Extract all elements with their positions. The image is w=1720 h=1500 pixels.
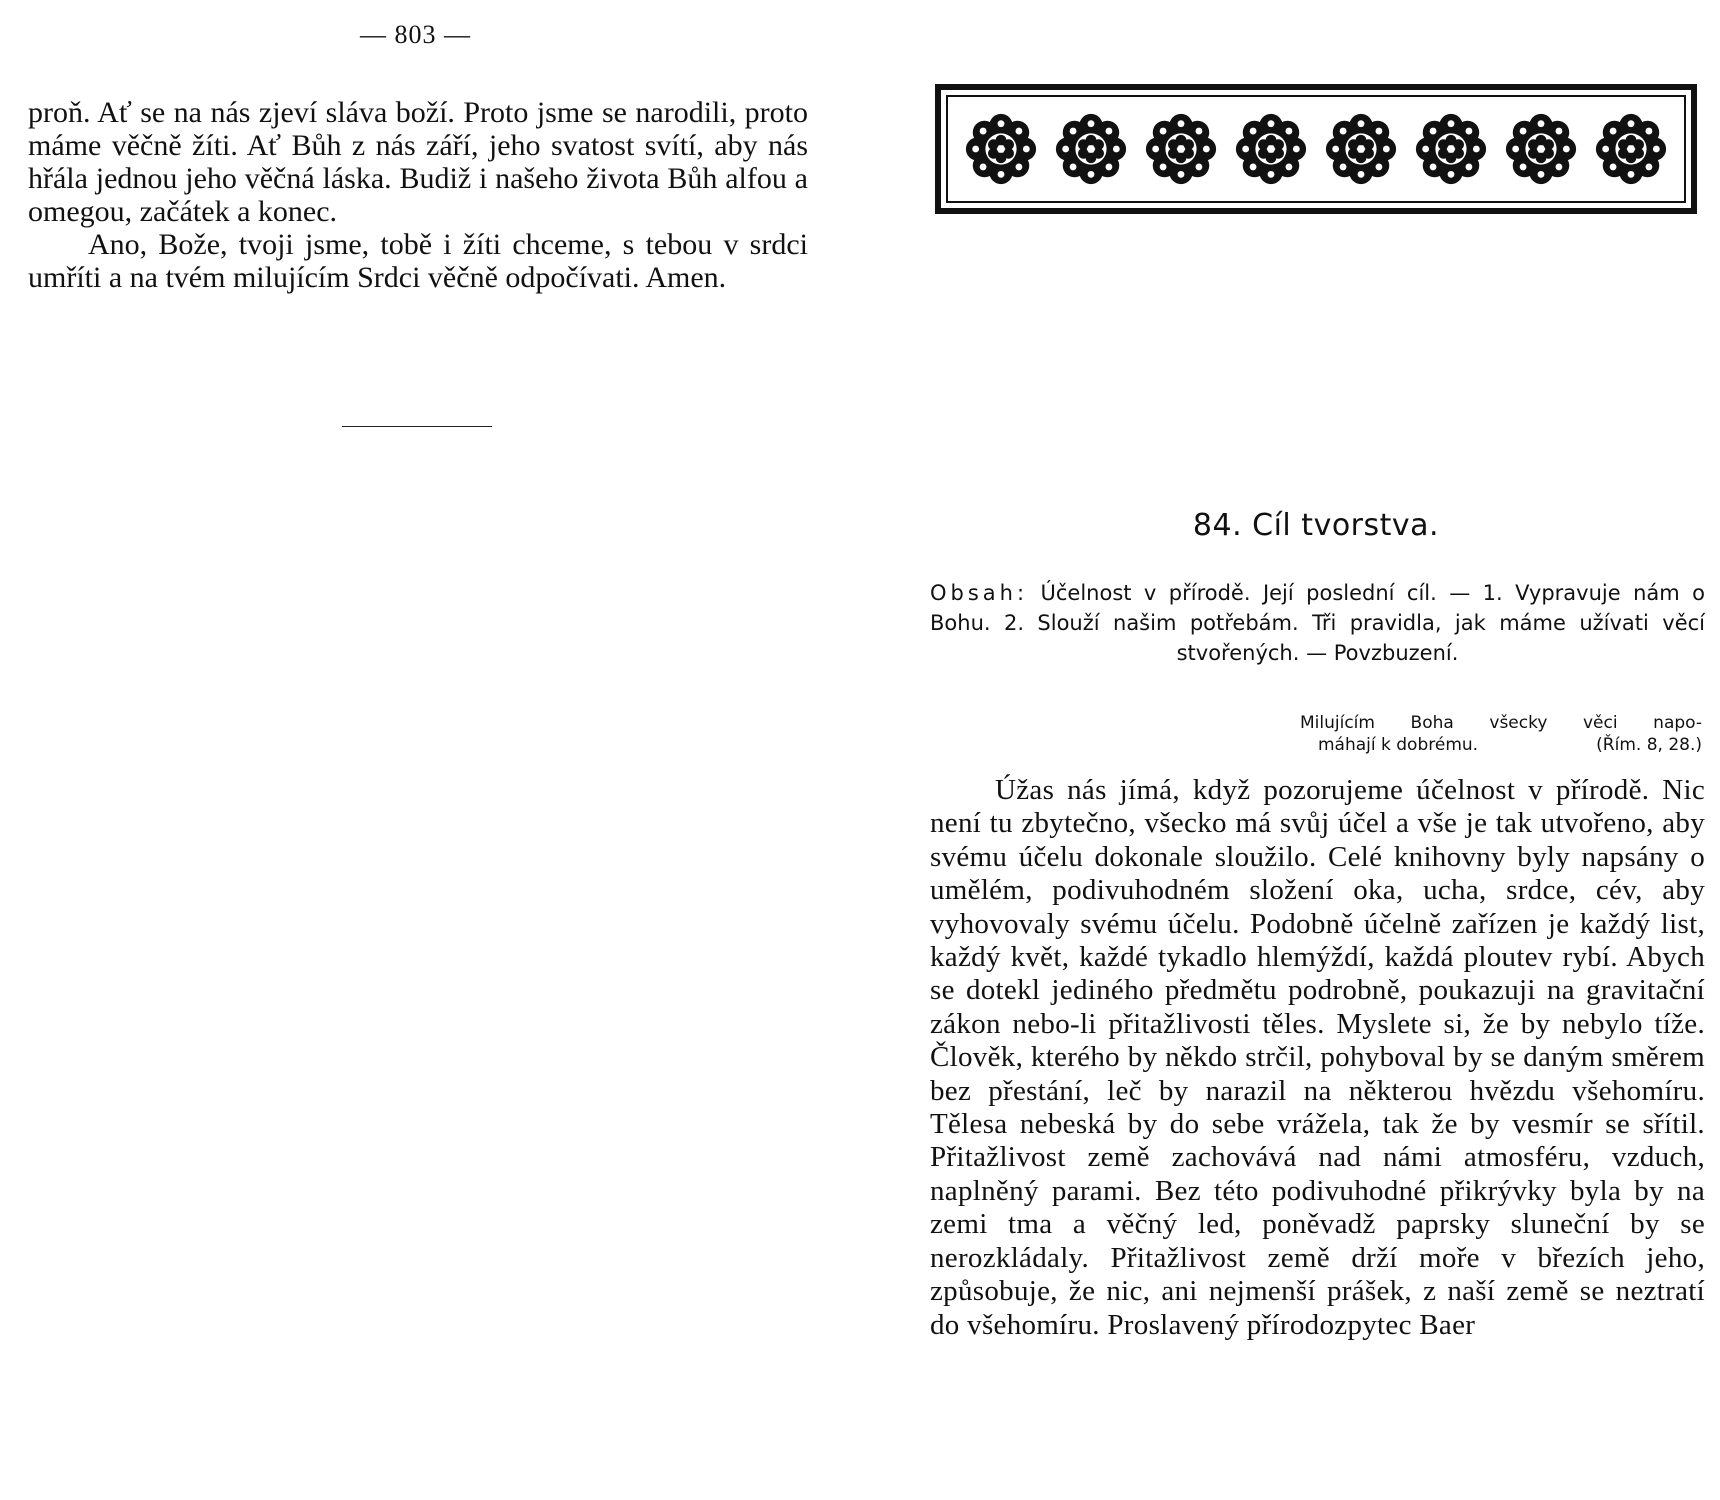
- page-number: — 803 —: [360, 20, 471, 49]
- epigraph-line-1: Milujícím Boha všecky věci napo-: [1300, 713, 1702, 733]
- rosette-icon: [962, 110, 1040, 188]
- ornament-inner-frame: [946, 95, 1686, 203]
- epigraph: [1300, 712, 1702, 756]
- epigraph-line-2: máhají k dobrému.: [1318, 735, 1479, 755]
- rosette-icon: [1052, 110, 1130, 188]
- rosette-icon: [1322, 110, 1400, 188]
- section-end-rule: [342, 426, 492, 427]
- epigraph-reference: (Řím. 8, 28.): [1596, 735, 1702, 755]
- rosette-icon: [1142, 110, 1220, 188]
- epigraph-line-2-row: [1300, 734, 1702, 756]
- chapter-summary: [930, 578, 1705, 668]
- summary-text: Účelnost v přírodě. Její poslední cíl. — 1. Vypravuje nám o Bohu. 2. Slouží našim potřebám. Tři pravidla, jak máme užívati věcí stvořených. — Povzbuzení.: [930, 581, 1705, 665]
- chapter-body: [930, 774, 1705, 1342]
- rosette-icon: [1592, 110, 1670, 188]
- rosette-icon: [1232, 110, 1310, 188]
- body-paragraph: Úžas nás jímá, když pozorujeme účelnost v přírodě. Nic není tu zbytečno, všecko má svůj účel a vše je tak utvořeno, aby svému účelu dokonale sloužilo. Celé knihovny byly napsány o umělém, podivuhodném složení oka, ucha, srdce, cév, aby vyhovovaly svému účelu. Podobně účelně zařízen je každý list, každý květ, každé tykadlo hlemýždí, každá ploutev rybí. Abych se dotekl jediného předmětu podrobně, poukazuji na gravitační zákon nebo-li přitažlivosti těles. Myslete si, že by nebylo tíže. Člověk, kterého by někdo strčil, pohyboval by se daným směrem bez přestání, leč by narazil na některou hvězdu všehomíru. Tělesa nebeská by do sebe vrážela, tak že by vesmír se sřítil. Přitažlivost země zachovává nad námi atmosféru, vzduch, naplněný parami. Bez této podivuhodné přikrývky byla by na zemi tma a věčný led, poněvadž paprsky sluneční by se nerozkládaly. Přitažlivost země drží moře v březích jeho, způsobuje, že nic, ani nejmenší prášek, z naší země se neztratí do všehomíru. Proslavený přírodozpytec Baer: [930, 774, 1705, 1341]
- summary-label: Obsah:: [930, 581, 1029, 605]
- left-paragraph-2: Ano, Bože, tvoji jsme, tobě i žíti chceme, s tebou v srdci umříti a na tvém milujícím Srdci věčně odpočívati. Amen.: [28, 228, 808, 294]
- ornamental-header-band: [935, 84, 1697, 214]
- rosette-icon: [1502, 110, 1580, 188]
- rosette-icon: [1412, 110, 1490, 188]
- left-paragraph-1: proň. Ať se na nás zjeví sláva boží. Proto jsme se narodili, proto máme věčně žíti. Ať Bůh z nás září, jeho svatost svítí, aby nás hřála jednou jeho věčná láska. Budiž i našeho života Bůh alfou a omegou, začátek a konec.: [28, 96, 808, 228]
- left-column-text: [28, 96, 808, 294]
- chapter-title: 84. Cíl tvorstva.: [1192, 508, 1440, 543]
